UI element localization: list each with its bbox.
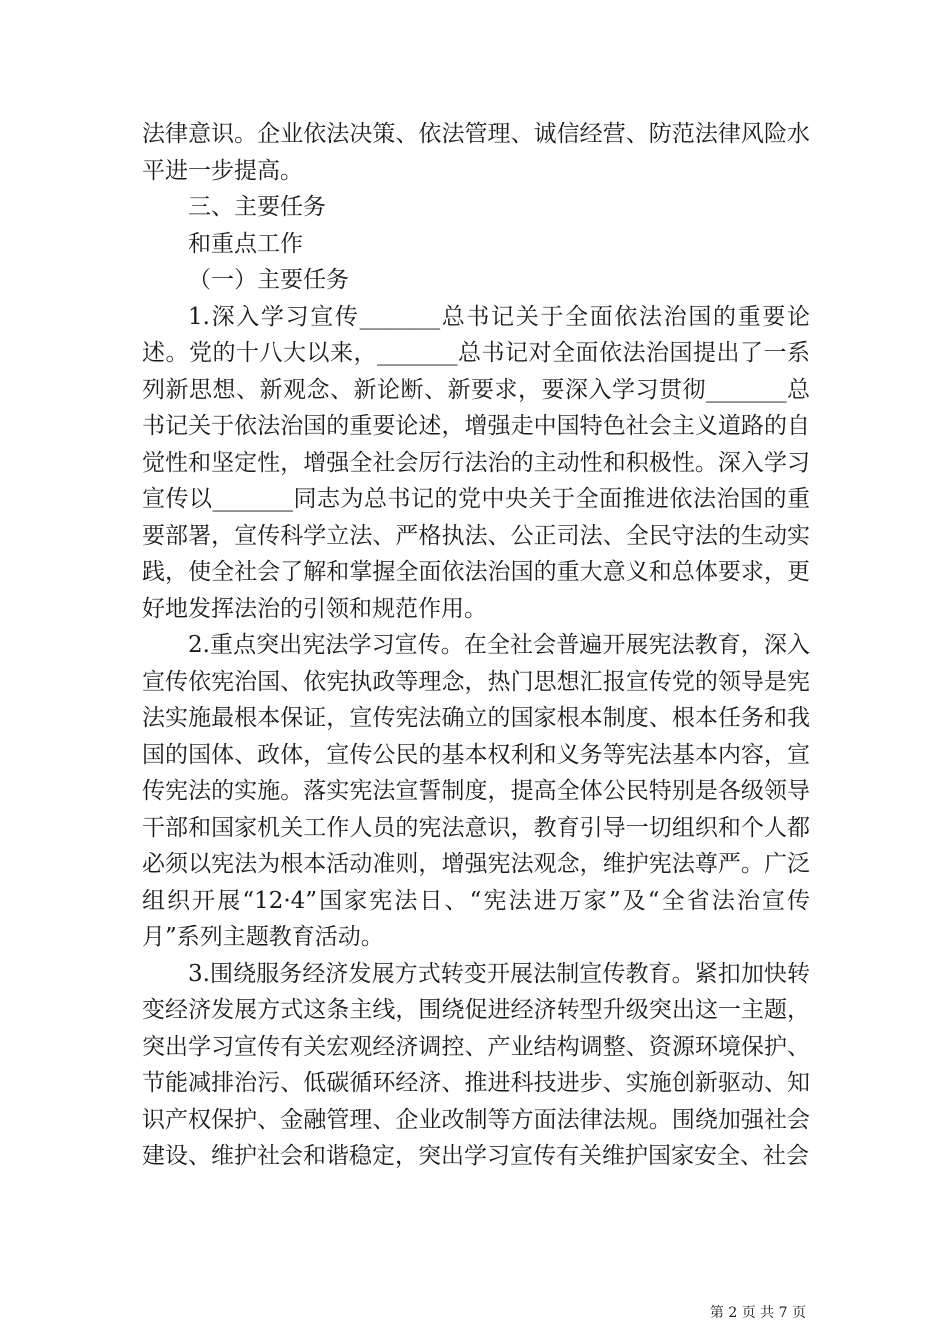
subsection-heading: （一）主要任务: [188, 267, 349, 293]
document-body: [142, 116, 810, 1175]
section-heading-continued: 和重点工作: [188, 230, 303, 257]
paragraph-item-2: 2.重点突出宪法学习宣传。在全社会普遍开展宪法教育，深入宣传依宪治国、依宪执政等理念，热门思想汇报宣传党的领导是宪法实施最根本保证，宣传宪法确立的国家根本制度、根本任务和我国的国体、政体，宣传公民的基本权利和义务等宪法基本内容，宣传宪法的实施。落实宪法宣誓制度，提高全体公民特别是各级领导干部和国家机关工作人员的宪法意识，教育引导一切组织和个人都必须以宪法为根本活动准则，增强宪法观念，维护宪法尊严。广泛组织开展“12·4”国家宪法日、“宪法进万家”及“全省法治宣传月”系列主题教育活动。: [142, 632, 810, 950]
paragraph-item-3: 3.围绕服务经济发展方式转变开展法制宣传教育。紧扣加快转变经济发展方式这条主线，围绕促进经济转型升级突出这一主题，突出学习宣传有关宏观经济调控、产业结构调整、资源环境保护、节能减排治污、低碳循环经济、推进科技进步、实施创新驱动、知识产权保护、金融管理、企业改制等方面法律法规。围绕加强社会建设、维护社会和谐稳定，突出学习宣传有关维护国家安全、社会: [142, 960, 810, 1169]
section-heading: 三、主要任务: [188, 194, 326, 220]
paragraph-item-1: 1.深入学习宣传_______总书记关于全面依法治国的重要论述。党的十八大以来，_______总书记对全面依法治国提出了一系列新思想、新观念、新论断、新要求，要深入学习贯彻_______总书记关于依法治国的重要论述，增强走中国特色社会主义道路的自觉性和坚定性，增强全社会厉行法治的主动性和积极性。深入学习宣传以_______同志为总书记的党中央关于全面推进依法治国的重要部署，宣传科学立法、严格执法、公正司法、全民守法的生动实践，使全社会了解和掌握全面依法治国的重大意义和总体要求，更好地发挥法治的引领和规范作用。: [142, 303, 810, 622]
paragraph-continuation: 法律意识。企业依法决策、依法管理、诚信经营、防范法律风险水平进一步提高。: [142, 121, 810, 184]
page-number: 第 2 页 共 7 页: [709, 1305, 806, 1321]
